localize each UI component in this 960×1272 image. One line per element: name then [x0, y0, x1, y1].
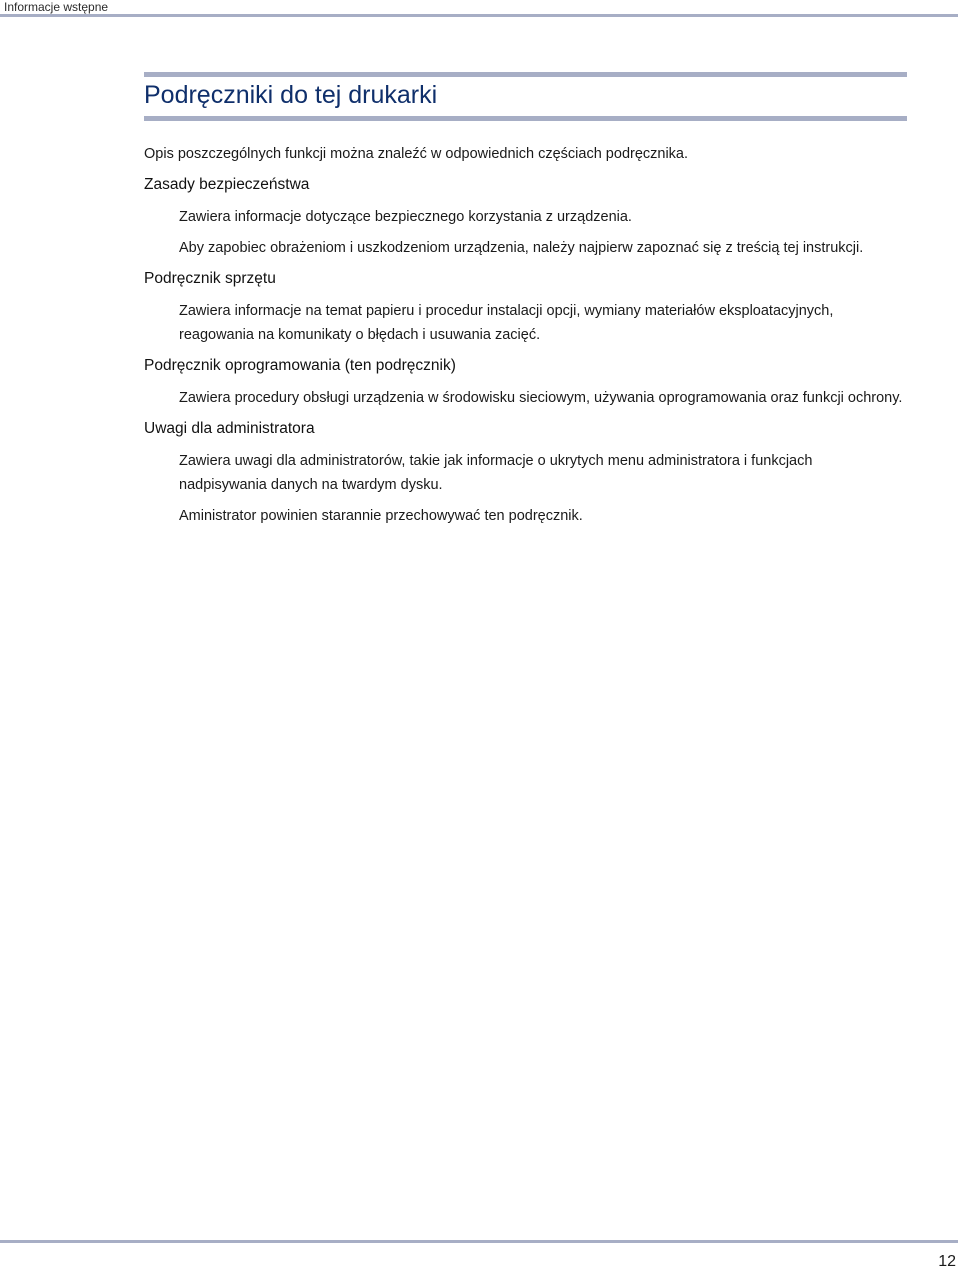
section-body [179, 205, 904, 260]
section-heading: Podręcznik sprzętu [144, 270, 276, 287]
footer-rule [0, 1240, 958, 1243]
section-paragraph: Aby zapobiec obrażeniom i uszkodzeniom urządzenia, należy najpierw zapoznać się z treścią tej instrukcji. [179, 240, 864, 256]
header-rule [0, 14, 958, 17]
section-body [179, 449, 904, 528]
running-header: Informacje wstępne [4, 0, 109, 14]
intro-text: Opis poszczególnych funkcji można znaleźć w odpowiednich częściach podręcznika. [144, 146, 689, 162]
page-number: 12 [938, 1253, 956, 1270]
section-safety [144, 173, 904, 260]
page-title: Podręczniki do tej drukarki [144, 81, 438, 109]
content [144, 142, 904, 535]
section-software-guide [144, 354, 904, 410]
section-paragraph: Aministrator powinien starannie przechowywać ten podręcznik. [179, 508, 583, 524]
section-body [179, 299, 904, 347]
title-rule-top [144, 72, 907, 77]
section-hardware-guide [144, 267, 904, 347]
section-body [179, 386, 904, 410]
section-heading: Uwagi dla administratora [144, 420, 315, 437]
title-rule-bottom [144, 116, 907, 121]
section-heading: Podręcznik oprogramowania (ten podręcznik) [144, 357, 456, 374]
section-paragraph: Zawiera informacje na temat papieru i procedur instalacji opcji, wymiany materiałów eksploatacyjnych, reagowania na komunikaty o błędach i usuwania zacięć. [179, 303, 834, 343]
section-paragraph: Zawiera procedury obsługi urządzenia w środowisku sieciowym, używania oprogramowania oraz funkcji ochrony. [179, 390, 903, 406]
section-paragraph: Zawiera informacje dotyczące bezpiecznego korzystania z urządzenia. [179, 209, 632, 225]
section-heading: Zasady bezpieczeństwa [144, 176, 310, 193]
section-paragraph: Zawiera uwagi dla administratorów, takie jak informacje o ukrytych menu administratora i funkcjach nadpisywania danych na twardym dysku. [179, 453, 813, 493]
section-admin-notes [144, 417, 904, 528]
